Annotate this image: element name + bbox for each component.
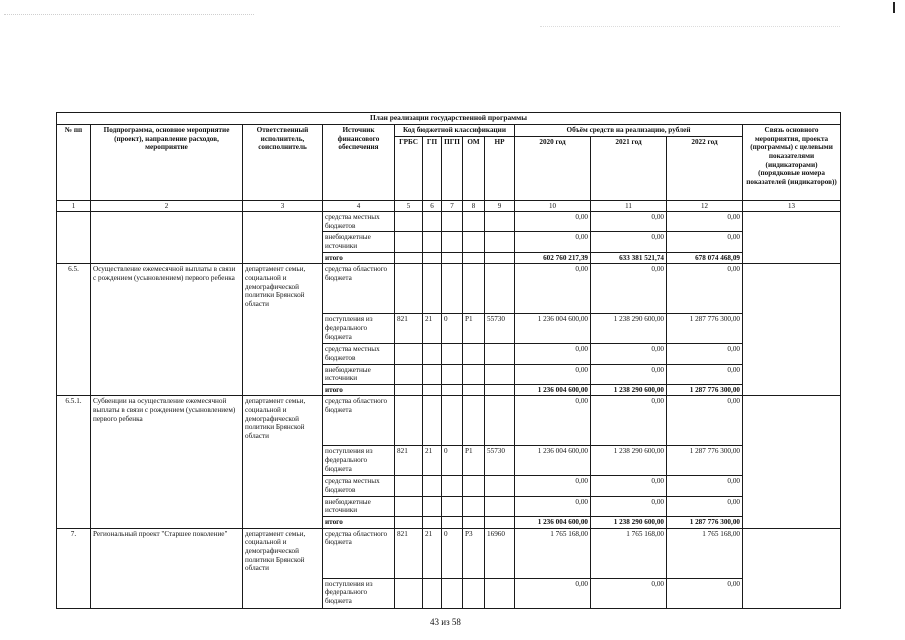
value-2020-cell: 1 236 004 600,00 (515, 517, 591, 529)
scan-noise (4, 14, 254, 21)
table-row (57, 528, 841, 578)
value-2020-cell: 0,00 (515, 364, 591, 384)
table-row (57, 396, 841, 446)
value-2020-cell: 1 236 004 600,00 (515, 384, 591, 396)
code-gp-cell (423, 476, 442, 496)
value-2022-cell: 0,00 (667, 212, 743, 232)
value-2021-cell: 1 238 290 600,00 (591, 517, 667, 529)
header-pgp: ПГП (442, 136, 463, 200)
executor-cell (243, 212, 323, 264)
num-cell: 6.5. (57, 264, 91, 396)
source-cell: средства областного бюджета (323, 264, 395, 314)
source-cell: итого (323, 517, 395, 529)
value-2022-cell: 0,00 (667, 496, 743, 516)
code-nr-cell (485, 344, 515, 364)
col-number: 3 (243, 200, 323, 211)
value-2021-cell: 0,00 (591, 364, 667, 384)
code-pgp-cell: 0 (442, 446, 463, 476)
code-gp-cell (423, 212, 442, 232)
table-row (57, 264, 841, 314)
code-om-cell (463, 212, 485, 232)
value-2020-cell: 1 236 004 600,00 (515, 446, 591, 476)
code-gp-cell (423, 344, 442, 364)
value-2022-cell: 1 287 776 300,00 (667, 517, 743, 529)
code-pgp-cell: 0 (442, 528, 463, 578)
code-om-cell: P1 (463, 446, 485, 476)
code-nr-cell (485, 252, 515, 264)
value-2021-cell: 0,00 (591, 578, 667, 608)
code-pgp-cell (442, 396, 463, 446)
code-grbs-cell (395, 384, 423, 396)
code-grbs-cell (395, 344, 423, 364)
executor-cell: департамент семьи, социальной и демографической политики Брянской области (243, 528, 323, 608)
code-om-cell (463, 232, 485, 252)
value-2020-cell: 1 765 168,00 (515, 528, 591, 578)
code-pgp-cell (442, 517, 463, 529)
code-om-cell (463, 252, 485, 264)
value-2022-cell: 0,00 (667, 232, 743, 252)
value-2022-cell: 0,00 (667, 344, 743, 364)
code-grbs-cell (395, 578, 423, 608)
code-nr-cell (485, 496, 515, 516)
header-source: Источник финансового обеспечения (323, 125, 395, 201)
value-2022-cell: 0,00 (667, 364, 743, 384)
col-number: 7 (442, 200, 463, 211)
header-name: Подпрограмма, основное мероприятие (проект), направление расходов, мероприятие (91, 125, 243, 201)
value-2020-cell: 0,00 (515, 344, 591, 364)
code-nr-cell: 55730 (485, 446, 515, 476)
value-2020-cell: 602 760 217,39 (515, 252, 591, 264)
page-number: 43 из 58 (430, 617, 461, 627)
code-nr-cell (485, 384, 515, 396)
link-cell (743, 528, 841, 608)
code-gp-cell (423, 384, 442, 396)
source-cell: внебюджетные источники (323, 232, 395, 252)
source-cell: средства местных бюджетов (323, 344, 395, 364)
code-pgp-cell (442, 476, 463, 496)
num-cell: 6.5.1. (57, 396, 91, 528)
code-nr-cell (485, 212, 515, 232)
executor-cell: департамент семьи, социальной и демографической политики Брянской области (243, 264, 323, 396)
source-cell: средства местных бюджетов (323, 212, 395, 232)
code-grbs-cell (395, 212, 423, 232)
source-cell: средства областного бюджета (323, 528, 395, 578)
value-2021-cell: 0,00 (591, 232, 667, 252)
code-grbs-cell (395, 496, 423, 516)
code-grbs-cell: 821 (395, 446, 423, 476)
source-cell: средства областного бюджета (323, 396, 395, 446)
name-cell: Осуществление ежемесячной выплаты в связи с рождением (усыновлением) первого ребенка (91, 264, 243, 396)
code-om-cell (463, 396, 485, 446)
code-nr-cell (485, 264, 515, 314)
value-2021-cell: 1 238 290 600,00 (591, 446, 667, 476)
executor-cell: департамент семьи, социальной и демографической политики Брянской области (243, 396, 323, 528)
value-2021-cell: 633 381 521,74 (591, 252, 667, 264)
source-cell: итого (323, 252, 395, 264)
code-pgp-cell (442, 578, 463, 608)
value-2022-cell: 1 287 776 300,00 (667, 384, 743, 396)
num-cell: 7. (57, 528, 91, 608)
value-2020-cell: 0,00 (515, 232, 591, 252)
code-nr-cell (485, 364, 515, 384)
value-2021-cell: 1 765 168,00 (591, 528, 667, 578)
source-cell: поступления из федерального бюджета (323, 578, 395, 608)
header-grbs: ГРБС (395, 136, 423, 200)
header-executor: Ответственный исполнитель, соисполнитель (243, 125, 323, 201)
col-number: 13 (743, 200, 841, 211)
value-2020-cell: 0,00 (515, 212, 591, 232)
code-grbs-cell (395, 396, 423, 446)
code-grbs-cell (395, 232, 423, 252)
code-om-cell (463, 517, 485, 529)
code-grbs-cell (395, 252, 423, 264)
code-om-cell: P3 (463, 528, 485, 578)
source-cell: внебюджетные источники (323, 496, 395, 516)
col-number: 12 (667, 200, 743, 211)
value-2021-cell: 1 238 290 600,00 (591, 314, 667, 344)
code-nr-cell (485, 517, 515, 529)
source-cell: итого (323, 384, 395, 396)
code-gp-cell (423, 252, 442, 264)
code-pgp-cell (442, 212, 463, 232)
source-cell: внебюджетные источники (323, 364, 395, 384)
value-2020-cell: 0,00 (515, 264, 591, 314)
scan-noise (540, 26, 840, 31)
code-grbs-cell (395, 364, 423, 384)
col-number: 11 (591, 200, 667, 211)
value-2021-cell: 0,00 (591, 212, 667, 232)
value-2020-cell: 0,00 (515, 496, 591, 516)
code-om-cell (463, 344, 485, 364)
header-budget-code: Код бюджетной классификации (395, 125, 515, 137)
code-om-cell: P1 (463, 314, 485, 344)
code-grbs-cell: 821 (395, 528, 423, 578)
name-cell: Субвенции на осуществление ежемесячной выплаты в связи с рождением (усыновлением) первого ребенка (91, 396, 243, 528)
program-plan-table (56, 112, 841, 609)
col-number: 6 (423, 200, 442, 211)
value-2022-cell: 1 287 776 300,00 (667, 446, 743, 476)
code-pgp-cell (442, 344, 463, 364)
value-2021-cell: 0,00 (591, 264, 667, 314)
source-cell: поступления из федерального бюджета (323, 314, 395, 344)
value-2020-cell: 0,00 (515, 578, 591, 608)
code-nr-cell (485, 232, 515, 252)
value-2020-cell: 1 236 004 600,00 (515, 314, 591, 344)
code-grbs-cell (395, 264, 423, 314)
col-number: 4 (323, 200, 395, 211)
col-number: 2 (91, 200, 243, 211)
header-volume: Объём средств на реализацию, рублей (515, 125, 743, 137)
code-gp-cell: 21 (423, 446, 442, 476)
table-row (57, 212, 841, 232)
code-gp-cell: 21 (423, 314, 442, 344)
code-pgp-cell (442, 264, 463, 314)
name-cell (91, 212, 243, 264)
value-2022-cell: 0,00 (667, 264, 743, 314)
code-gp-cell (423, 517, 442, 529)
value-2020-cell: 0,00 (515, 476, 591, 496)
value-2022-cell: 1 287 776 300,00 (667, 314, 743, 344)
header-om: ОМ (463, 136, 485, 200)
value-2022-cell: 678 074 468,09 (667, 252, 743, 264)
code-pgp-cell (442, 384, 463, 396)
source-cell: средства местных бюджетов (323, 476, 395, 496)
code-om-cell (463, 364, 485, 384)
code-om-cell (463, 496, 485, 516)
header-gp: ГП (423, 136, 442, 200)
col-number: 5 (395, 200, 423, 211)
value-2021-cell: 0,00 (591, 476, 667, 496)
col-number: 8 (463, 200, 485, 211)
link-cell (743, 396, 841, 528)
value-2021-cell: 0,00 (591, 396, 667, 446)
code-gp-cell (423, 264, 442, 314)
code-gp-cell (423, 364, 442, 384)
code-pgp-cell (442, 496, 463, 516)
code-grbs-cell (395, 517, 423, 529)
code-gp-cell: 21 (423, 528, 442, 578)
code-pgp-cell (442, 232, 463, 252)
header-2020: 2020 год (515, 136, 591, 200)
code-om-cell (463, 578, 485, 608)
header-2022: 2022 год (667, 136, 743, 200)
col-number: 9 (485, 200, 515, 211)
code-grbs-cell: 821 (395, 314, 423, 344)
num-cell (57, 212, 91, 264)
value-2021-cell: 1 238 290 600,00 (591, 384, 667, 396)
value-2022-cell: 0,00 (667, 578, 743, 608)
code-gp-cell (423, 396, 442, 446)
scan-edge-mark (893, 2, 895, 13)
code-om-cell (463, 476, 485, 496)
header-link: Связь основного мероприятия, проекта (программы) с целевыми показателями (индикаторами) (порядковые номера показателей (индикаторов)) (743, 125, 841, 201)
code-pgp-cell (442, 252, 463, 264)
code-om-cell (463, 264, 485, 314)
value-2022-cell: 1 765 168,00 (667, 528, 743, 578)
col-number: 1 (57, 200, 91, 211)
col-number: 10 (515, 200, 591, 211)
value-2021-cell: 0,00 (591, 344, 667, 364)
code-pgp-cell: 0 (442, 314, 463, 344)
code-gp-cell (423, 578, 442, 608)
code-grbs-cell (395, 476, 423, 496)
value-2021-cell: 0,00 (591, 496, 667, 516)
header-nr: НР (485, 136, 515, 200)
code-pgp-cell (442, 364, 463, 384)
name-cell: Региональный проект "Старшее поколение" (91, 528, 243, 608)
table-title: План реализации государственной программы (57, 113, 841, 125)
code-gp-cell (423, 496, 442, 516)
link-cell (743, 212, 841, 264)
code-nr-cell (485, 578, 515, 608)
code-nr-cell (485, 476, 515, 496)
code-nr-cell: 55730 (485, 314, 515, 344)
value-2020-cell: 0,00 (515, 396, 591, 446)
header-num: № пп (57, 125, 91, 201)
code-gp-cell (423, 232, 442, 252)
source-cell: поступления из федерального бюджета (323, 446, 395, 476)
code-om-cell (463, 384, 485, 396)
value-2022-cell: 0,00 (667, 476, 743, 496)
value-2022-cell: 0,00 (667, 396, 743, 446)
code-nr-cell: 16960 (485, 528, 515, 578)
link-cell (743, 264, 841, 396)
header-2021: 2021 год (591, 136, 667, 200)
code-nr-cell (485, 396, 515, 446)
